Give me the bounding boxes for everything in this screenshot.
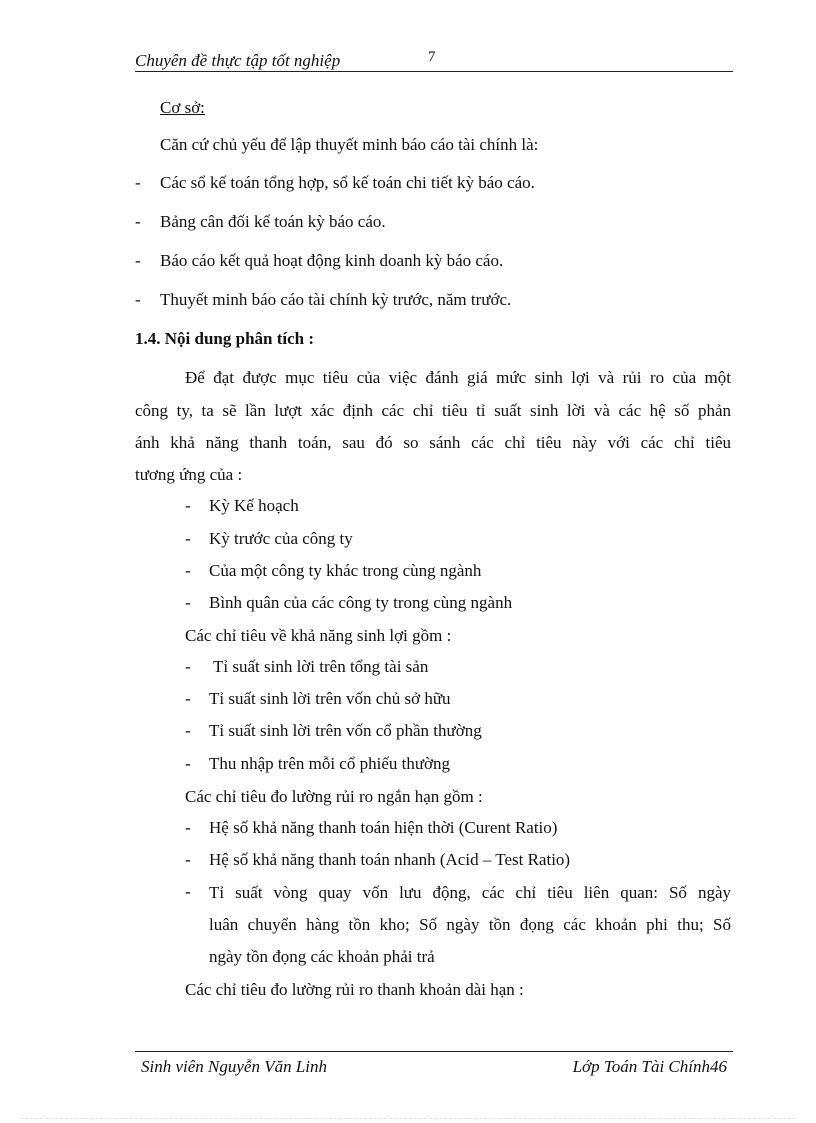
page-bottom-divider [20, 1118, 796, 1119]
page-header [135, 47, 733, 72]
compare-item-text: Của một công ty khác trong cùng ngành [209, 561, 482, 580]
paragraph-line: Để đạt được mục tiêu của việc đánh giá mức sinh lợi và rủi ro của một [185, 368, 731, 387]
basis-item-text: Bảng cân đối kế toán kỳ báo cáo. [160, 212, 386, 231]
basis-item-text: Thuyết minh báo cáo tài chính kỳ trước, năm trước. [160, 290, 512, 309]
page-footer [135, 1051, 733, 1080]
bullet-dash: - [185, 721, 191, 740]
footer-class: Lớp Toán Tài Chính46 [572, 1057, 727, 1076]
short-risk-item-text: Hệ số khả năng thanh toán hiện thời (Curent Ratio) [209, 818, 558, 837]
profit-heading: Các chỉ tiêu về khả năng sinh lợi gồm : [185, 626, 452, 645]
turnover-line: luân chuyển hàng tồn kho; Số ngày tồn đọng các khoản phi thu; Số [209, 915, 731, 934]
bullet-dash: - [135, 290, 141, 309]
section-heading: 1.4. Nội dung phân tích : [135, 329, 315, 348]
compare-item-text: Bình quân của các công ty trong cùng ngành [209, 593, 513, 612]
bullet-dash: - [185, 850, 191, 869]
bullet-dash: - [135, 251, 141, 270]
basis-item-text: Báo cáo kết quả hoạt động kinh doanh kỳ báo cáo. [160, 251, 504, 270]
paragraph-line: công ty, ta sẽ lần lượt xác định các chỉ tiêu tỉ suất sinh lời và các hệ số phản [135, 401, 731, 420]
header-title: Chuyên đề thực tập tốt nghiệp [135, 51, 341, 70]
bullet-dash: - [185, 689, 191, 708]
bullet-dash: - [185, 561, 191, 580]
bullet-dash: - [135, 212, 141, 231]
compare-item-text: Kỳ Kế hoạch [209, 496, 299, 515]
footer-student: Sinh viên Nguyễn Văn Linh [141, 1057, 328, 1076]
bullet-dash: - [185, 496, 191, 515]
turnover-line: Tỉ suất vòng quay vốn lưu động, các chỉ tiêu liên quan: Số ngày [209, 883, 731, 902]
basis-heading: Cơ sở: [160, 98, 205, 117]
short-risk-item-text: Hệ số khả năng thanh toán nhanh (Acid – Test Ratio) [209, 850, 571, 869]
paragraph-line: tương ứng của : [135, 465, 243, 484]
bullet-dash: - [185, 818, 191, 837]
bullet-dash: - [185, 657, 191, 676]
turnover-line: ngày tồn đọng các khoản phải trả [209, 947, 435, 966]
page-number: 7 [428, 49, 436, 65]
profit-item-text: Thu nhập trên mỗi cổ phiếu thường [209, 754, 451, 773]
profit-item-text: Tỉ suất sinh lời trên vốn cổ phần thường [209, 721, 482, 740]
compare-item-text: Kỳ trước của công ty [209, 529, 353, 548]
profit-item-text: Tỉ suất sinh lời trên tổng tài sản [213, 657, 429, 676]
bullet-dash: - [185, 593, 191, 612]
bullet-dash: - [185, 882, 191, 901]
paragraph-line: ánh khả năng thanh toán, sau đó so sánh các chỉ tiêu này với các chỉ tiêu [135, 433, 731, 452]
short-risk-heading: Các chỉ tiêu đo lường rủi ro ngắn hạn gồm : [185, 787, 483, 806]
bullet-dash: - [185, 754, 191, 773]
long-risk-heading: Các chỉ tiêu đo lường rủi ro thanh khoản dài hạn : [185, 980, 524, 999]
profit-item-text: Tỉ suất sinh lời trên vốn chủ sở hữu [209, 689, 451, 708]
basis-item-text: Các sổ kế toán tổng hợp, sổ kế toán chi tiết kỳ báo cáo. [160, 173, 535, 192]
bullet-dash: - [185, 529, 191, 548]
bullet-dash: - [135, 173, 141, 192]
basis-intro: Căn cứ chủ yếu để lập thuyết minh báo cáo tài chính là: [160, 135, 539, 154]
